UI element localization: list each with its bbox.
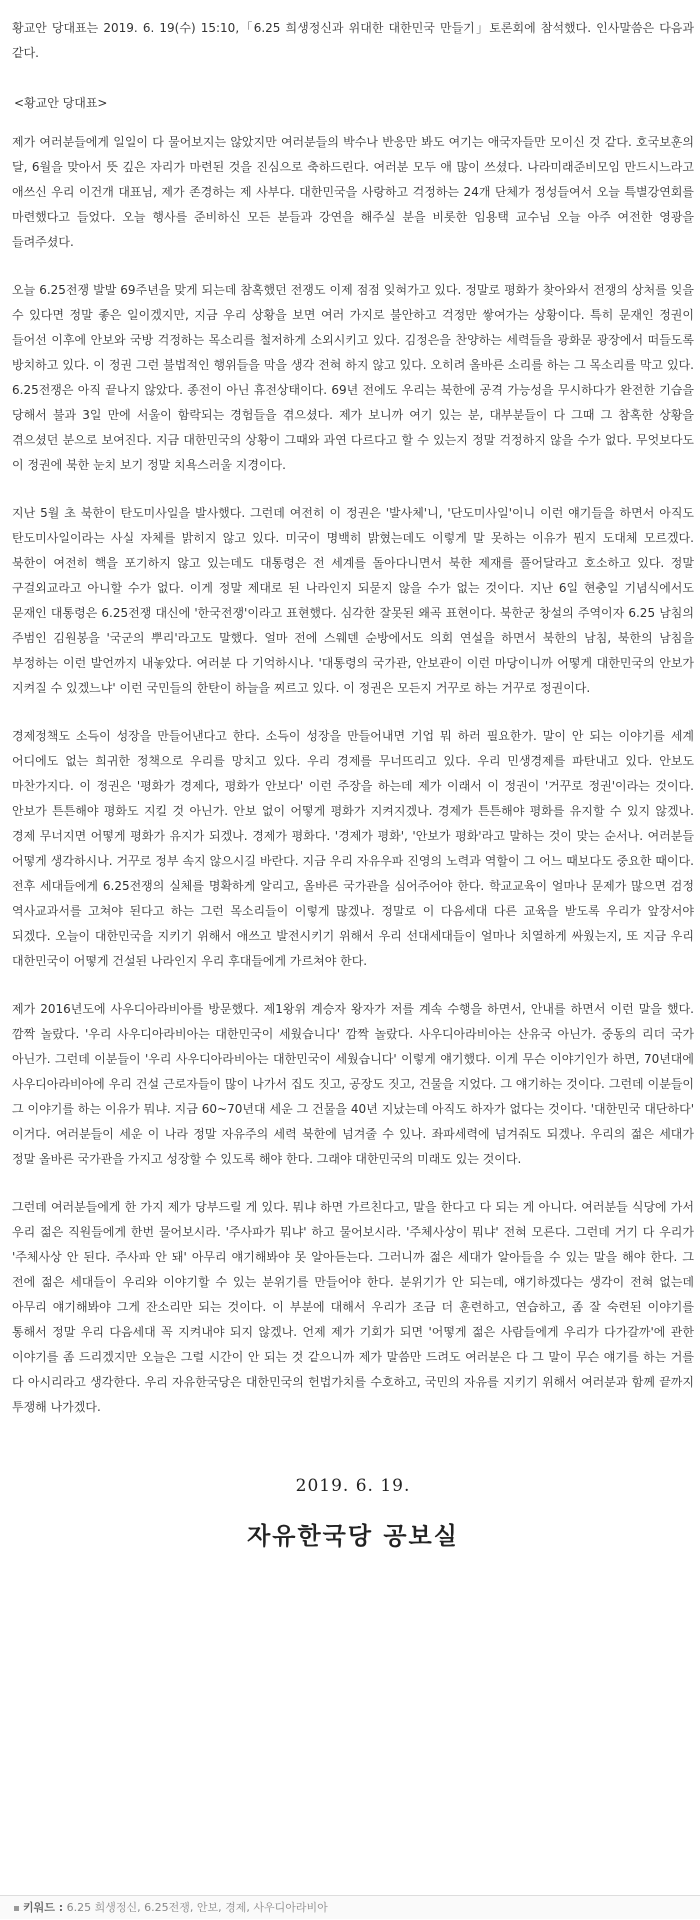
keywords-text[interactable]: 6.25 희생정신, 6.25전쟁, 안보, 경제, 사우디아라비아 — [66, 1901, 328, 1914]
organization-name: 자유한국당 공보실 — [247, 1522, 459, 1550]
paragraph: 제가 여러분들에게 일일이 다 물어보지는 않았지만 여러분들의 박수나 반응만 봐도 여기는 애국자들만 모이신 것 같다. 호국보훈의 달, 6월을 맞아서 뜻 깊은 자리가 마련된 것을 진심으로 축하드린다. 여러분 모두 애 많이 쓰셨다. 나라미래준비모임 만드시느라고 애쓰신 우리 이건개 대표님, 제가 존경하는 제 사부다. 대한민국을 사랑하고 걱정하는 24개 단체가 정성들여서 오늘 특별강연회를 마련했다고 들었다. 오늘 행사를 준비하신 모든 분들과 강연을 해주실 분을 비롯한 임용택 교수님 오늘 아주 여전한 영광을 들려주셨다. — [12, 135, 694, 249]
keywords-label: 키워드 : — [23, 1901, 64, 1914]
paragraph: 지난 5월 초 북한이 탄도미사일을 발사했다. 그런데 여전히 이 정권은 '발사체'니, '단도미사일'이니 이런 얘기들을 하면서 아직도 탄도미사일이라는 사실 자체를 밝히지 않고 있다. 미국이 명백히 밝혔는데도 이렇게 말 못하는 이유가 뭔지 도대체 모르겠다. 북한이 여전히 핵을 포기하지 않고 있는데도 대통령은 전 세계를 돌아다니면서 북한 제재를 풀어달라고 호소하고 있다. 정말 구걸외교라고 아니할 수가 없다. 이게 정말 제대로 된 나라인지 되묻지 않을 수가 없는 것이다. 지난 6일 현충일 기념식에서도 문재인 대통령은 6.25전쟁 대신에 '한국전쟁'이라고 표현했다. 심각한 잘못된 왜곡 표현이다. 북한군 창설의 주역이자 6.25 남침의 주범인 김원봉을 '국군의 뿌리'라고도 말했다. 얼마 전에 스웨덴 순방에서도 의회 연설을 하면서 북한의 남침, 북한의 남침을 부정하는 이런 발언까지 내놓았다. 여러분 다 기억하시나. '대통령의 국가관, 안보관이 이런 마당이니까 어떻게 대한민국의 안보가 지켜질 수 있겠느냐' 이런 국민들의 한탄이 하늘을 찌르고 있다. 이 정권은 모든지 거꾸로 하는 거꾸로 정권이다. — [12, 506, 694, 695]
paragraph: 제가 2016년도에 사우디아라비아를 방문했다. 제1왕위 계승자 왕자가 저를 계속 수행을 하면서, 안내를 하면서 이런 말을 했다. 깜짝 놀랐다. '우리 사우디아라비아는 대한민국이 세웠습니다' 깜짝 놀랐다. 사우디아라비아는 산유국 아닌가. 중동의 리더 국가 아닌가. 그런데 이분들이 '우리 사우디아라비아는 대한민국이 세웠습니다' 이렇게 얘기했다. 이게 무슨 이야기인가 하면, 70년대에 사우디아라비아에 우리 건설 근로자들이 많이 나가서 집도 짓고, 공장도 짓고, 건물을 지었다. 그 얘기하는 것이다. 그런데 이분들이 그 이야기를 하는 이유가 뭐냐. 지금 60~70년대 세운 그 건물을 40년 지났는데 아직도 하자가 없다는 것이다. '대한민국 대단하다' 이거다. 여러분들이 세운 이 나라 정말 자유주의 세력 북한에 넘겨줄 수 있나. 좌파세력에 넘겨줘도 되겠나. 우리의 젊은 세대가 정말 올바른 국가관을 가지고 성장할 수 있도록 해야 한다. 그래야 대한민국의 미래도 있는 것이다. — [12, 1002, 694, 1166]
speaker-label: <황교안 당대표> — [14, 96, 108, 110]
paragraph: 그런데 여러분들에게 한 가지 제가 당부드릴 게 있다. 뭐냐 하면 가르친다고, 말을 한다고 다 되는 게 아니다. 여러분들 식당에 가서 우리 젊은 직원들에게 한번 물어보시라. '주사파가 뭐냐' 하고 물어보시라. '주체사상이 뭐냐' 전혀 모른다. 그런데 거기 다 우리가 '주체사상 안 된다. 주사파 안 돼' 아무리 얘기해봐야 못 알아듣는다. 그러니까 젊은 세대가 알아들을 수 있는 말을 해야 한다. 그 전에 젊은 세대들이 우리와 이야기할 수 있는 분위기를 만들어야 한다. 분위기가 안 되는데, 얘기하겠다는 생각이 전혀 없는데 아무리 얘기해봐야 그게 잔소리만 되는 것이다. 이 부분에 대해서 우리가 조금 더 훈련하고, 연습하고, 좀 잘 숙련된 이야기를 통해서 정말 우리 다음세대 꼭 지켜내야 되지 않겠나. 언제 제가 기회가 되면 '어떻게 젊은 사람들에게 우리가 다가갈까'에 관한 이야기를 좀 드리겠지만 오늘은 그럴 시간이 안 되는 것 같으니까 제가 말씀만 드려도 여러분은 다 그 말이 무슨 얘기를 하는 거를 다 아시리라고 생각한다. 우리 자유한국당은 대한민국의 헌법가치를 수호하고, 국민의 자유를 지키기 위해서 여러분과 함께 끝까지 투쟁해 나가겠다. — [12, 1200, 694, 1414]
keywords-bar — [0, 1895, 700, 1919]
bullet-icon — [14, 1906, 19, 1911]
paragraph: 경제정책도 소득이 성장을 만들어낸다고 한다. 소득이 성장을 만들어내면 기업 뭐 하러 필요한가. 말이 안 되는 이야기를 세계 어디에도 없는 희귀한 정책으로 우리를 망치고 있다. 우리 경제를 무너뜨리고 있다. 우리 민생경제를 파탄내고 있다. 안보도 마찬가지다. 이 정권은 '평화가 경제다, 평화가 안보다' 이런 주장을 하는데 제가 이래서 이 정권이 '거꾸로 정권'이라는 것이다. 안보가 튼튼해야 평화도 지킬 것 아닌가. 안보 없이 어떻게 평화가 지켜지겠나. 경제가 튼튼해야 평화를 유지할 수 있지 않겠나. 경제 무너지면 어떻게 평화가 유지가 되겠나. 경제가 평화다. '경제가 평화', '안보가 평화'라고 말하는 것이 맞는 순서나. 여러분들 어떻게 생각하시나. 거꾸로 정부 속지 않으시길 바란다. 지금 우리 자유우파 진영의 노력과 역할이 그 어느 때보다도 중요한 때이다. 전후 세대들에게 6.25전쟁의 실체를 명확하게 알리고, 올바른 국가관을 심어주어야 한다. 학교교육이 얼마나 문제가 많으면 검정 역사교과서를 고쳐야 된다고 하는 그런 목소리들이 이렇게 많겠나. 정말로 이 다음세대 다른 교육을 받도록 우리가 앞장서야 되겠다. 오늘이 대한민국을 지키기 위해서 애쓰고 발전시키기 위해서 우리 선대세대들이 얼마나 치열하게 싸웠는지, 또 지금 우리 대한민국이 어떻게 건설된 나라인지 우리 후대들에게 가르쳐야 한다. — [12, 729, 694, 968]
paragraph: 오늘 6.25전쟁 발발 69주년을 맞게 되는데 참혹했던 전쟁도 이제 점점 잊혀가고 있다. 정말로 평화가 찾아와서 전쟁의 상처를 잊을 수 있다면 정말 좋은 일이겠지만, 지금 우리 상황을 보면 여러 가지로 불안하고 걱정만 쌓여가는 상황이다. 특히 문재인 정권이 들어선 이후에 안보와 국방 걱정하는 목소리를 철저하게 소외시키고 있다. 김정은을 찬양하는 세력들을 광화문 광장에서 떠들도록 방치하고 있다. 이 정권 그런 불법적인 행위들을 막을 생각 전혀 하지 않고 있다. 오히려 올바른 소리를 하는 그 목소리를 막고 있다. 6.25전쟁은 아직 끝나지 않았다. 종전이 아닌 휴전상태이다. 69년 전에도 우리는 북한에 공격 가능성을 무시하다가 완전한 기습을 당해서 불과 3일 만에 서울이 함락되는 경험들을 겪으셨다. 제가 보니까 여기 있는 분, 대부분들이 다 그때 그 참혹한 상황을 겪으셨던 분으로 보여진다. 지금 대한민국의 상황이 그때와 과연 다르다고 할 수 있는지 정말 걱정하지 않을 수가 없다. 무엇보다도 이 정권에 북한 눈치 보기 정말 치욕스러울 지경이다. — [12, 283, 694, 472]
intro-text: 황교안 당대표는 2019. 6. 19(수) 15:10,「6.25 희생정신과 위대한 대한민국 만들기」토론회에 참석했다. 인사말씀은 다음과 같다. — [12, 21, 694, 60]
release-date: 2019. 6. 19. — [295, 1476, 411, 1496]
